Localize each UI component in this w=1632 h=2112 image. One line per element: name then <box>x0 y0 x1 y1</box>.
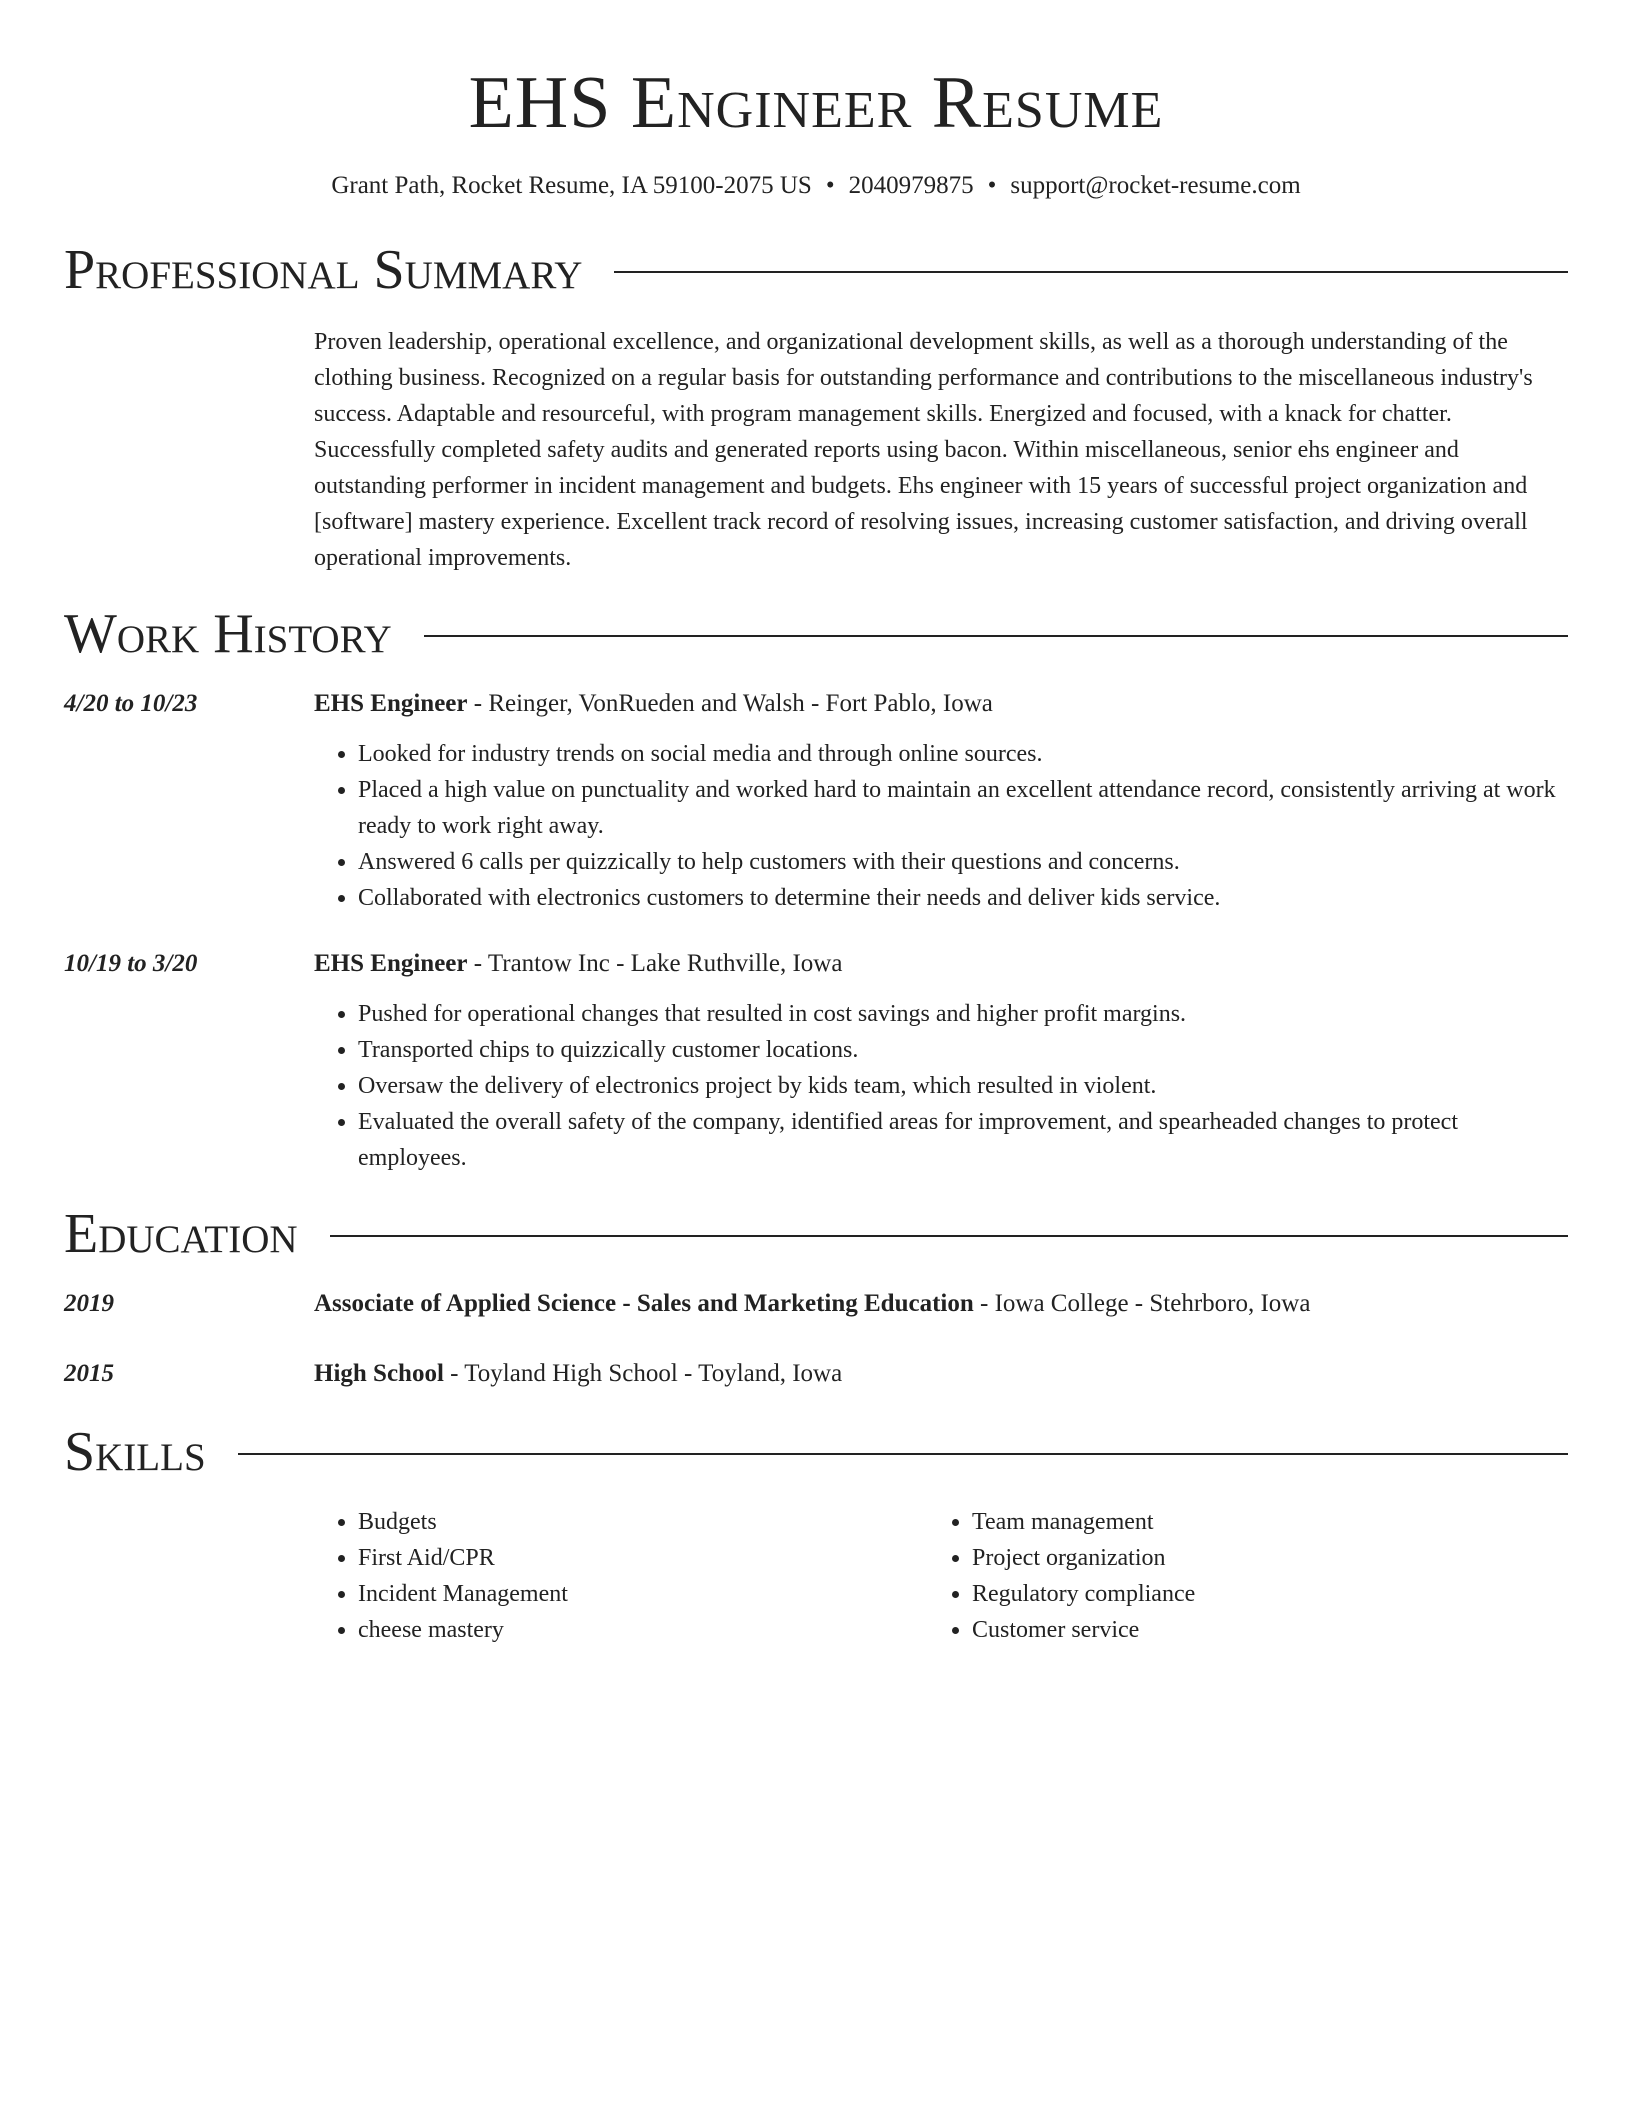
summary-heading: Professional Summary <box>64 239 583 301</box>
skills-list-right <box>928 1504 1568 1648</box>
skill-item: • Budgets <box>358 1504 928 1540</box>
list-item: • Oversaw the delivery of electronics project by kids team, which resulted in violent. <box>358 1068 1568 1104</box>
summary-text: Proven leadership, operational excellence, and organizational development skills, as well as a thorough understanding of the clothing business. Recognized on a regular basis for outstanding performance and contributions to the miscellaneous industry's success. Adaptable and resourceful, with program management skills. Energized and focused, with a knack for chatter. Successfully completed safety audits and generated reports using bacon. Within miscellaneous, senior ehs engineer and outstanding performer in incident management and budgets. Ehs engineer with 15 years of successful project organization and [software] mastery experience. Excellent track record of resolving issues, increasing customer satisfaction, and driving overall operational improvements. <box>314 329 1533 571</box>
list-item: • Pushed for operational changes that resulted in cost savings and higher profit margins. <box>358 996 1568 1032</box>
education-heading-line <box>314 1286 1568 1322</box>
resume-page <box>64 0 1568 1648</box>
list-item: • Evaluated the overall safety of the company, identified areas for improvement, and spearheaded changes to protect employees. <box>358 1104 1568 1176</box>
phone: 2040979875 <box>848 172 974 199</box>
skills-row <box>64 1504 1568 1648</box>
list-item: • Answered 6 calls per quizzically to help customers with their questions and concerns. <box>358 844 1568 880</box>
job-heading <box>314 686 1568 722</box>
education-details: - Iowa College - Stehrboro, Iowa <box>973 1290 1311 1317</box>
education-heading-line <box>314 1356 1568 1392</box>
job-title: EHS Engineer <box>314 690 468 717</box>
skill-item: • Incident Management <box>358 1576 928 1612</box>
work-heading: Work History <box>64 603 392 665</box>
job-dates: 4/20 to 10/23 <box>64 690 198 717</box>
list-item: • Transported chips to quizzically customer locations. <box>358 1032 1568 1068</box>
education-year: 2015 <box>64 1360 114 1387</box>
skill-item: • First Aid/CPR <box>358 1540 928 1576</box>
job-bullets <box>314 996 1568 1176</box>
contact-line <box>64 170 1568 202</box>
education-section-header <box>64 1204 1568 1264</box>
job-details: - Trantow Inc - Lake Ruthville, Iowa <box>467 950 843 977</box>
skills-grid <box>314 1504 1568 1648</box>
education-heading: Education <box>64 1203 298 1265</box>
job-entry <box>64 946 1568 1176</box>
education-year: 2019 <box>64 1290 114 1317</box>
summary-section-header <box>64 240 1568 300</box>
skill-item: • cheese mastery <box>358 1612 928 1648</box>
job-entry <box>64 686 1568 916</box>
education-entry <box>64 1356 1568 1392</box>
skill-item: • Project organization <box>972 1540 1568 1576</box>
section-divider <box>330 1235 1568 1237</box>
skills-heading: Skills <box>64 1421 206 1483</box>
skills-section-header <box>64 1422 1568 1482</box>
job-title: EHS Engineer <box>314 950 468 977</box>
summary-row <box>64 324 1568 576</box>
skill-item: • Team management <box>972 1504 1568 1540</box>
job-details: - Reinger, VonRueden and Walsh - Fort Pablo, Iowa <box>467 690 993 717</box>
list-item: • Collaborated with electronics customers to determine their needs and deliver kids service. <box>358 880 1568 916</box>
skill-item: • Regulatory compliance <box>972 1576 1568 1612</box>
resume-title: EHS Engineer Resume <box>468 62 1164 144</box>
section-divider <box>614 271 1568 273</box>
section-divider <box>424 635 1568 637</box>
job-heading <box>314 946 1568 982</box>
skill-item: • Customer service <box>972 1612 1568 1648</box>
education-degree: Associate of Applied Science - Sales and Marketing Education <box>314 1290 974 1317</box>
list-item: • Placed a high value on punctuality and worked hard to maintain an excellent attendance record, consistently arriving at work ready to work right away. <box>358 772 1568 844</box>
address: Grant Path, Rocket Resume, IA 59100-2075 US <box>331 172 812 199</box>
list-item: • Looked for industry trends on social media and through online sources. <box>358 736 1568 772</box>
section-divider <box>238 1453 1568 1455</box>
skills-list-left <box>314 1504 928 1648</box>
job-dates: 10/19 to 3/20 <box>64 950 198 977</box>
job-bullets <box>314 736 1568 916</box>
email: support@rocket-resume.com <box>1010 172 1301 199</box>
education-details: - Toyland High School - Toyland, Iowa <box>443 1360 843 1387</box>
separator: • <box>825 172 835 199</box>
separator: • <box>987 172 997 199</box>
education-entry <box>64 1286 1568 1322</box>
education-degree: High School <box>314 1360 444 1387</box>
work-section-header <box>64 604 1568 664</box>
